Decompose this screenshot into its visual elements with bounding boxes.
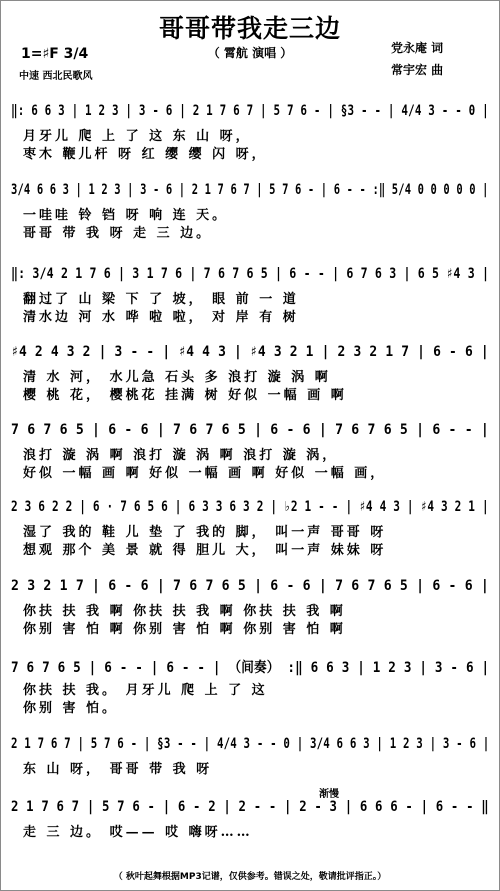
lyric-line-2: 哥哥 带 我 呀 走 三 边。 [23, 226, 213, 241]
lyric-line-1: 清 水 河， 水儿急 石头 多 浪打 漩 涡 啊 [23, 370, 331, 385]
lyric-line-1: 东 山 呀， 哥哥 带 我 呀 [23, 762, 213, 777]
notation-line: 2 3 2 1 7 | 6 - 6 | 7 6 7 6 5 | 6 - 6 | 7 6 7 6 5 | 6 - 6 | [11, 578, 490, 594]
lyric-line-1: 一哇哇 铃 铛 呀 响 连 天。 [23, 208, 229, 223]
lyric-line-2: 清水边 河 水 哗 啦 啦， 对 岸 有 树 [23, 310, 299, 325]
lyric-line-2: 想观 那个 美 景 就 得 胆儿 大， 叫一声 妹妹 呀 [23, 543, 387, 558]
lyric-line-1: 浪打 漩 涡 啊 浪打 漩 涡 啊 浪打 漩 涡， [23, 448, 339, 463]
lyricist-credit: 党永庵 词 [391, 41, 444, 55]
lyric-line-2: 枣木 鞭儿杆 呀 红 缨 缨 闪 呀， [23, 147, 268, 162]
tempo-marking: 中速 西北民歌风 [19, 71, 93, 82]
notation-line: 7 6 7 6 5 | 6 - 6 | 7 6 7 6 5 | 6 - 6 | 7 6 7 6 5 | 6 - - | [11, 422, 490, 438]
lyric-line-1: 走 三 边。 哎—— 哎 嗨呀…… [23, 825, 253, 840]
key-signature: 1=♯F 3/4 [21, 46, 89, 62]
lyric-line-2: 你别 害 怕。 [23, 701, 119, 716]
notation-line: 2 3 6 2 2 | 6 · 7 6 5 6 | 6 3 3 6 3 2 | ♭2 1 - - | ♯4 4 3 | ♯4 3 2 1 | [11, 499, 489, 515]
notation-line: ‖: 3/4 2 1 7 6 | 3 1 7 6 | 7 6 7 6 5 | 6 - - | 6 7 6 3 | 6 5 ♯4 3 | [11, 266, 490, 282]
footer-note: （ 秋叶起舞根据MP3记谱，仅供参考。错误之处，敬请批评指正。） [113, 872, 387, 882]
composer-credit: 常宇宏 曲 [391, 63, 444, 77]
lyric-line-2: 你别 害 怕 啊 你别 害 怕 啊 你别 害 怕 啊 [23, 622, 346, 637]
lyric-line-1: 你扶 扶 我 啊 你扶 扶 我 啊 你扶 扶 我 啊 [23, 604, 346, 619]
notation-line: 2 1 7 6 7 | 5 7 6 - | §3 - - | 4/4 3 - - 0 | 3/4 6 6 3 | 1 2 3 | 3 - 6 | [11, 736, 490, 752]
lyric-line-1: 你扶 扶 我。 月牙儿 爬 上 了 这 [23, 683, 268, 698]
lyric-line-1: 月牙儿 爬 上 了 这 东 山 呀， [23, 129, 252, 144]
notation-line: ‖: 6 6 3 | 1 2 3 | 3 - 6 | 2 1 7 6 7 | 5 7 6 - | §3 - - | 4/4 3 - - 0 | [11, 103, 489, 119]
notation-line: 2 1 7 6 7 | 5 7 6 - | 6 - 2 | 2 - - | 2 - 3 | 6 6 6 - | 6 - - ‖ [11, 799, 489, 815]
ritardando-marking: 渐慢 [319, 789, 339, 800]
notation-line: ♯4 2 4 3 2 | 3 - - | ♯4 4 3 | ♯4 3 2 1 | 2 3 2 1 7 | 6 - 6 | [11, 344, 489, 360]
singer-credit: （ 霄航 演唱 ） [207, 46, 293, 60]
notation-line: 3/4 6 6 3 | 1 2 3 | 3 - 6 | 2 1 7 6 7 | 5 7 6 - | 6 - - :‖ 5/4 0 0 0 0 0 | [11, 182, 489, 198]
lyric-line-2: 樱 桃 花， 樱桃花 挂满 树 好似 一幅 画 啊 [23, 388, 347, 403]
lyric-line-1: 翻过了 山 梁 下 了 坡， 眼 前 一 道 [23, 292, 299, 307]
lyric-line-1: 湿了 我的 鞋 儿 垫 了 我的 脚， 叫一声 哥哥 呀 [23, 525, 387, 540]
notation-line: 7 6 7 6 5 | 6 - - | 6 - - | （间奏） :‖ 6 6 3 | 1 2 3 | 3 - 6 | [11, 660, 490, 676]
lyric-line-2: 好似 一幅 画 啊 好似 一幅 画 啊 好似 一幅 画， [23, 466, 387, 481]
song-title: 哥哥带我走三边 [158, 14, 341, 43]
